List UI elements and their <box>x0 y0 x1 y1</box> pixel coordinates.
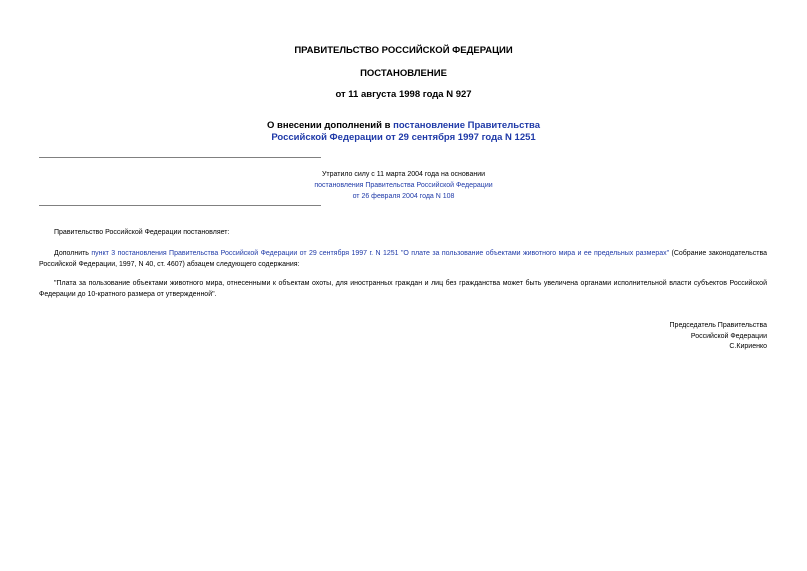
amendment-prefix: Дополнить <box>54 250 92 257</box>
repeal-note <box>0 169 807 202</box>
divider-bottom <box>39 205 321 206</box>
subject-prefix: О внесении дополнений в <box>266 120 394 131</box>
quoted-addition: "Плата за пользование объектами животного мира, отнесенными к объектам охоты, для иностранных граждан и лиц без гражданства может быть увеличена органами исполнительной власти субъектов Российской Федерации до 10-кратного размера от утвержденной". <box>39 280 767 298</box>
signature-name: С.Кириенко <box>729 343 767 350</box>
resolution-intro: Правительство Российской Федерации постановляет: <box>54 229 230 236</box>
repeal-link-line1[interactable]: постановления Правительства Российской Федерации <box>314 182 493 189</box>
signature-title-line2: Российской Федерации <box>690 332 767 340</box>
subject-link-line1[interactable]: постановление Правительства <box>393 120 541 131</box>
subject-link-line2[interactable]: Российской Федерации от 29 сентября 1997 года N 1251 <box>271 132 536 143</box>
government-heading: ПРАВИТЕЛЬСТВО РОССИЙСКОЙ ФЕДЕРАЦИИ <box>294 45 513 56</box>
document-subject <box>0 120 807 144</box>
signature-block <box>670 321 767 353</box>
document-type: ПОСТАНОВЛЕНИЕ <box>360 68 447 79</box>
repeal-text: Утратило силу с 11 марта 2004 года на основании <box>321 171 486 178</box>
signature-title-line1: Председатель Правительства <box>669 322 767 329</box>
amendment-suffix: (Собрание законодательства Российской Федерации, 1997, N 40, ст. 4607) абзацем следующего содержания: <box>39 250 767 268</box>
repeal-link-line2[interactable]: от 26 февраля 2004 года N 108 <box>352 193 455 200</box>
divider-top <box>39 157 321 158</box>
amendment-link[interactable]: пункт 3 постановления Правительства Российской Федерации от 29 сентября 1997 г. N 1251 "О плате за пользование объектами животного мира и ее предельных размерах" <box>91 250 670 257</box>
amendment-paragraph <box>39 249 767 270</box>
document-date-number: от 11 августа 1998 года N 927 <box>335 89 472 100</box>
